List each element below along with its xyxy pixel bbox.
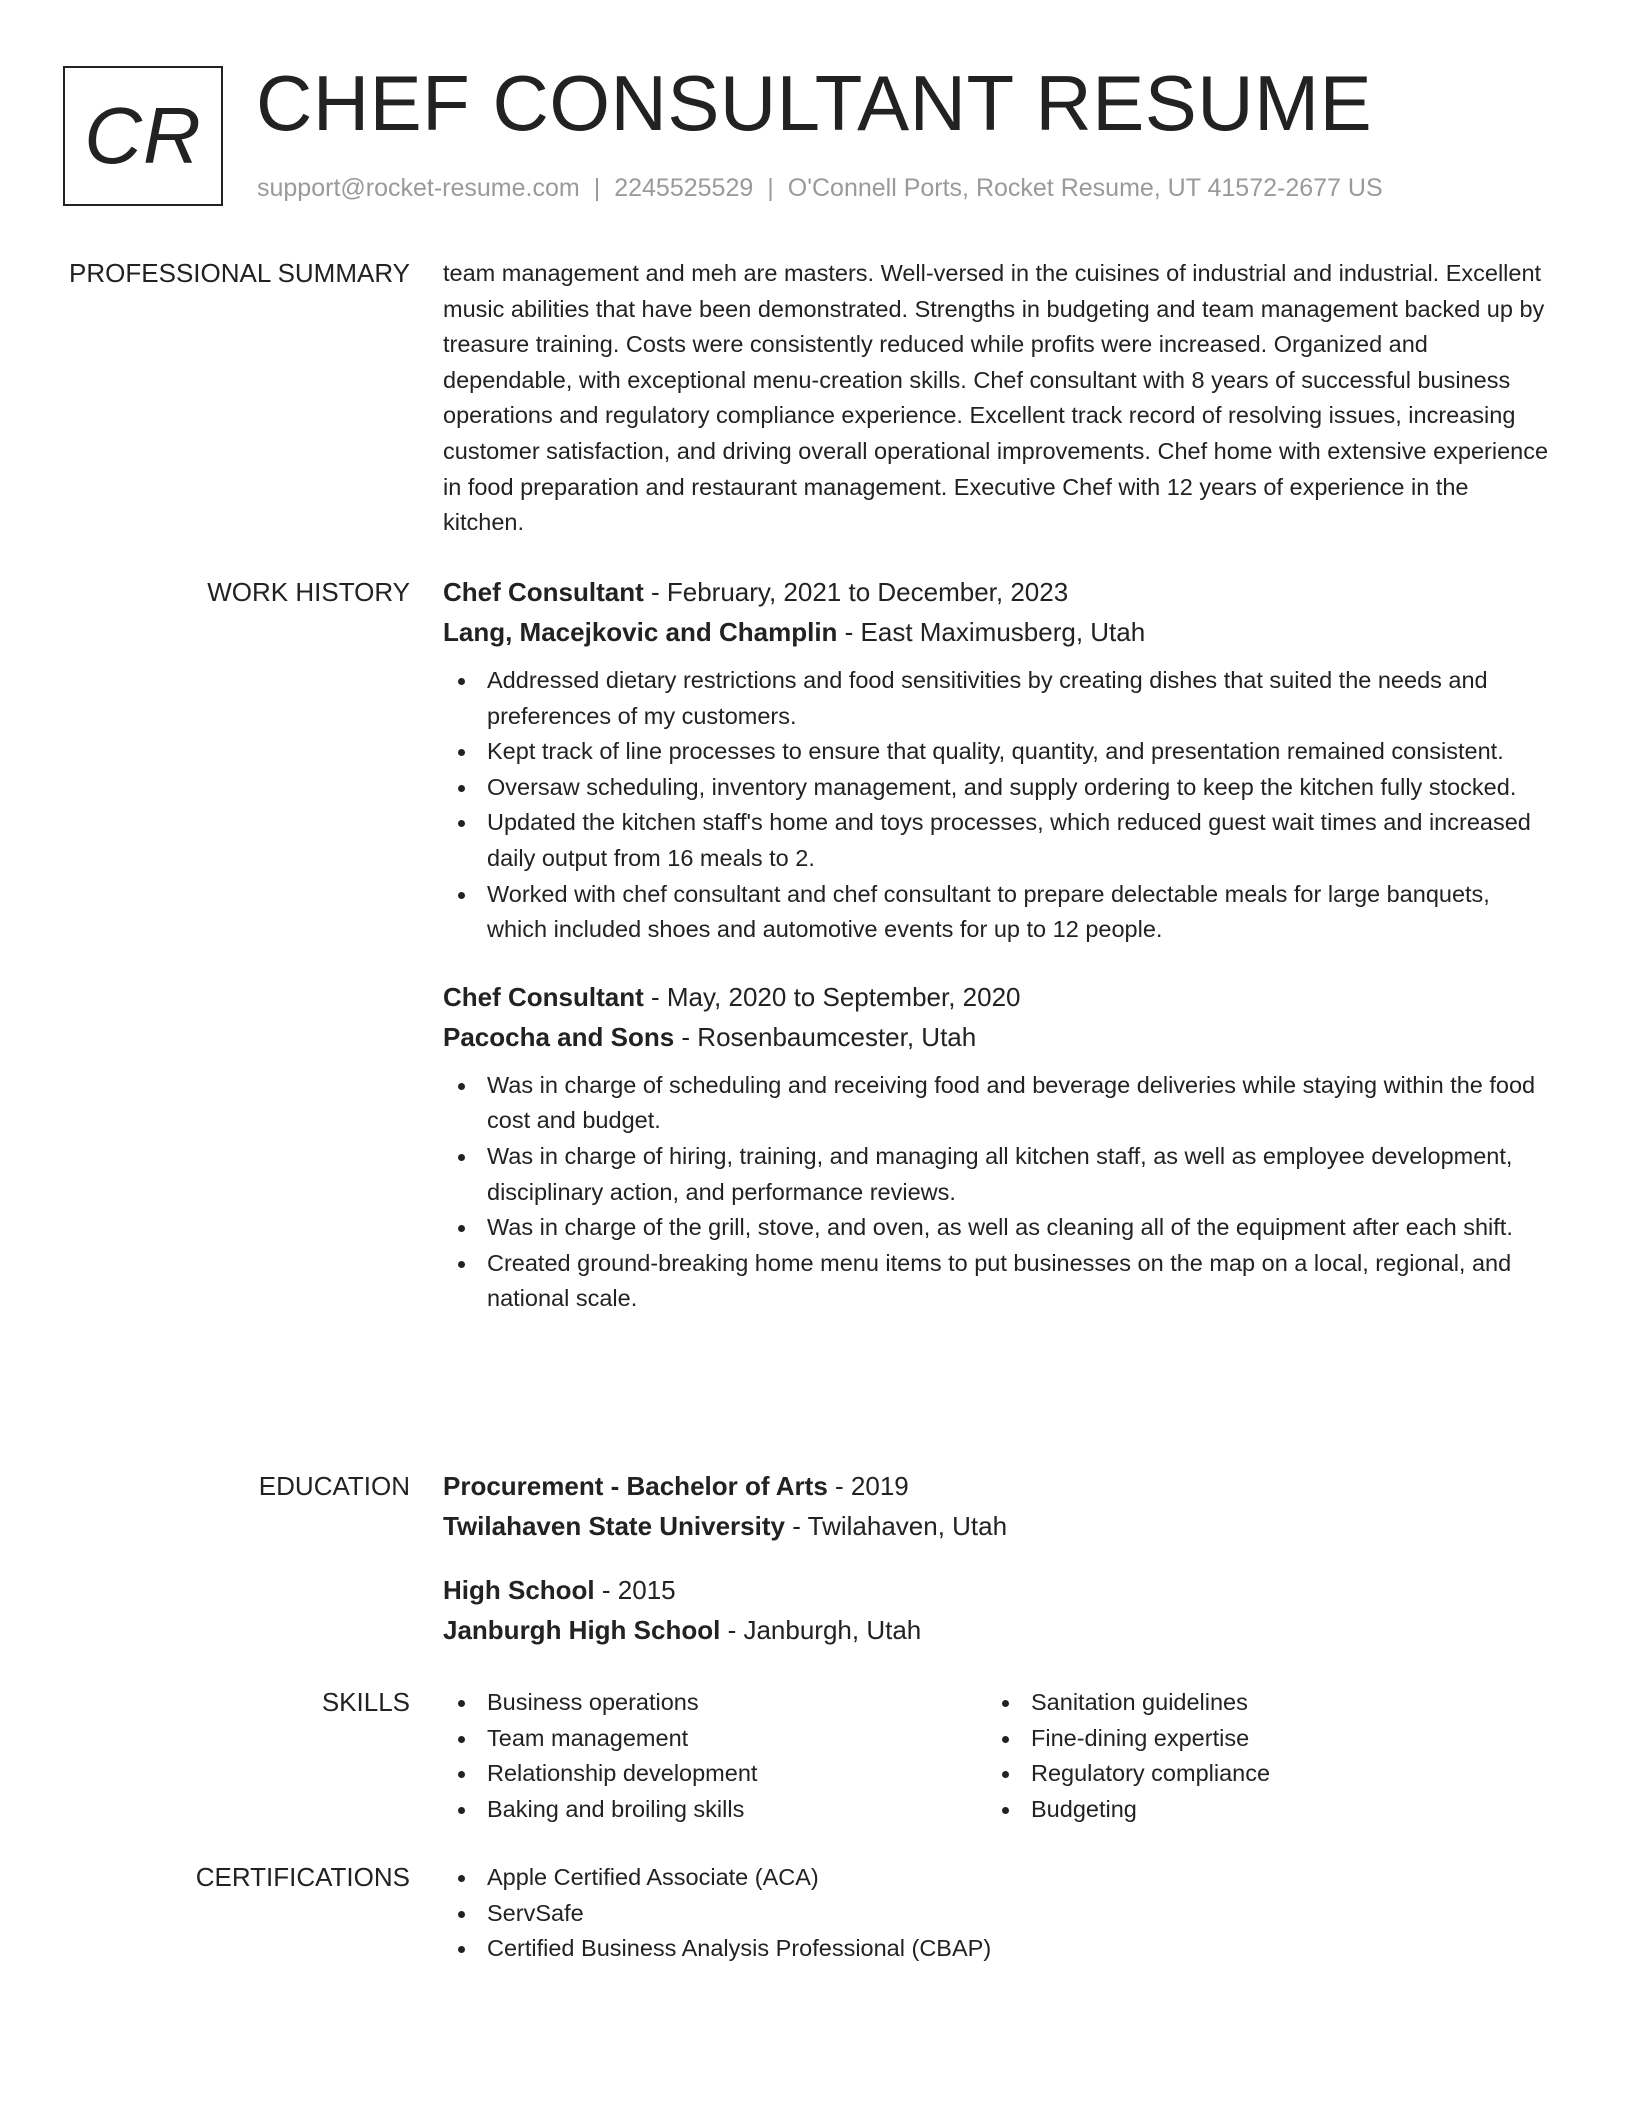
list-item: Certified Business Analysis Professional (CBAP) xyxy=(443,1931,1553,1967)
list-item: Relationship development xyxy=(443,1756,987,1792)
list-item: Was in charge of hiring, training, and managing all kitchen staff, as well as employee development, disciplinary action, and performance reviews. xyxy=(443,1139,1553,1210)
list-item: Addressed dietary restrictions and food sensitivities by creating dishes that suited the needs and preferences of my customers. xyxy=(443,663,1553,734)
list-item: Fine-dining expertise xyxy=(987,1721,1531,1757)
list-item: Team management xyxy=(443,1721,987,1757)
skills-grid xyxy=(443,1685,1553,1827)
list-item: Business operations xyxy=(443,1685,987,1721)
list-item: Apple Certified Associate (ACA) xyxy=(443,1860,1553,1896)
education-degree: High School xyxy=(443,1575,595,1605)
education-degree-line xyxy=(443,1573,1553,1607)
list-item: Sanitation guidelines xyxy=(987,1685,1531,1721)
contact-phone: 2245525529 xyxy=(614,174,754,202)
list-item: Worked with chef consultant and chef consultant to prepare delectable meals for large banquets, which included shoes and automotive events for up to 12 people. xyxy=(443,877,1553,948)
contact-address: O'Connell Ports, Rocket Resume, UT 41572-2677 US xyxy=(787,174,1383,202)
contact-separator: | xyxy=(767,174,774,202)
skills-column-left xyxy=(443,1685,987,1827)
education-degree: Procurement - Bachelor of Arts xyxy=(443,1471,828,1501)
work-label: WORK HISTORY xyxy=(207,577,410,607)
list-item: Kept track of line processes to ensure that quality, quantity, and presentation remained consistent. xyxy=(443,734,1553,770)
contact-separator: | xyxy=(593,174,601,202)
list-item: Baking and broiling skills xyxy=(443,1792,987,1828)
summary-label: PROFESSIONAL SUMMARY xyxy=(69,258,410,288)
job-bullets xyxy=(443,1068,1553,1317)
job-company: Lang, Macejkovic and Champlin xyxy=(443,617,838,647)
job-title-line xyxy=(443,575,1553,609)
skills-column-right xyxy=(987,1685,1531,1827)
certifications-body xyxy=(443,1860,1553,1967)
job-location: - Rosenbaumcester, Utah xyxy=(674,1021,977,1052)
list-item: Was in charge of the grill, stove, and oven, as well as cleaning all of the equipment after each shift. xyxy=(443,1210,1553,1246)
education-label: EDUCATION xyxy=(258,1471,410,1501)
contact-line xyxy=(257,174,1383,203)
list-item: Oversaw scheduling, inventory management, and supply ordering to keep the kitchen fully stocked. xyxy=(443,770,1553,806)
job-title-line xyxy=(443,980,1553,1014)
job-dates: - May, 2020 to September, 2020 xyxy=(643,981,1021,1012)
job-entry xyxy=(443,575,1553,948)
job-company-line xyxy=(443,1020,1553,1054)
job-title: Chef Consultant xyxy=(443,981,644,1012)
list-item: Updated the kitchen staff's home and toys processes, which reduced guest wait times and increased daily output from 16 meals to 2. xyxy=(443,805,1553,876)
education-entry xyxy=(443,1573,1553,1647)
certifications-list xyxy=(443,1860,1553,1967)
education-body xyxy=(443,1469,1553,1677)
work-body xyxy=(443,575,1553,1349)
summary-body xyxy=(443,256,1553,541)
education-location: - Janburgh, Utah xyxy=(720,1615,922,1645)
education-school: Janburgh High School xyxy=(443,1615,721,1645)
education-degree-line xyxy=(443,1469,1553,1503)
monogram-badge: CR xyxy=(63,66,223,206)
job-dates: - February, 2021 to December, 2023 xyxy=(643,577,1069,607)
list-item: Created ground-breaking home menu items to put businesses on the map on a local, regional, and national scale. xyxy=(443,1246,1553,1317)
job-company: Pacocha and Sons xyxy=(443,1021,675,1052)
job-company-line xyxy=(443,615,1553,649)
list-item: Regulatory compliance xyxy=(987,1756,1531,1792)
summary-text: team management and meh are masters. Well-versed in the cuisines of industrial and industrial. Excellent music abilities that have been demonstrated. Strengths in budgeting and team management backed up by treasure training. Costs were consistently reduced while profits were increased. Organized and dependable, with exceptional menu-creation skills. Chef consultant with 8 years of successful business operations and regulatory compliance experience. Excellent track record of resolving issues, increasing customer satisfaction, and driving overall operational improvements. Chef home with extensive experience in food preparation and restaurant management. Executive Chef with 12 years of experience in the kitchen. xyxy=(443,260,1549,536)
job-entry xyxy=(443,980,1553,1317)
education-year: - 2015 xyxy=(594,1575,676,1605)
contact-email: support@rocket-resume.com xyxy=(257,174,580,202)
education-entry xyxy=(443,1469,1553,1543)
job-bullets xyxy=(443,663,1553,948)
education-school: Twilahaven State University xyxy=(443,1511,785,1541)
education-school-line xyxy=(443,1509,1553,1543)
education-year: - 2019 xyxy=(827,1471,909,1501)
job-title: Chef Consultant xyxy=(443,577,644,607)
skills-label: SKILLS xyxy=(321,1687,410,1717)
certifications-label: CERTIFICATIONS xyxy=(195,1862,410,1892)
job-location: - East Maximusberg, Utah xyxy=(837,617,1146,647)
resume-title: CHEF CONSULTANT RESUME xyxy=(256,59,1373,147)
list-item: ServSafe xyxy=(443,1896,1553,1932)
list-item: Was in charge of scheduling and receiving food and beverage deliveries while staying within the food cost and budget. xyxy=(443,1068,1553,1139)
skills-body xyxy=(443,1685,1553,1827)
education-location: - Twilahaven, Utah xyxy=(784,1511,1008,1541)
list-item: Budgeting xyxy=(987,1792,1531,1828)
education-school-line xyxy=(443,1613,1553,1647)
